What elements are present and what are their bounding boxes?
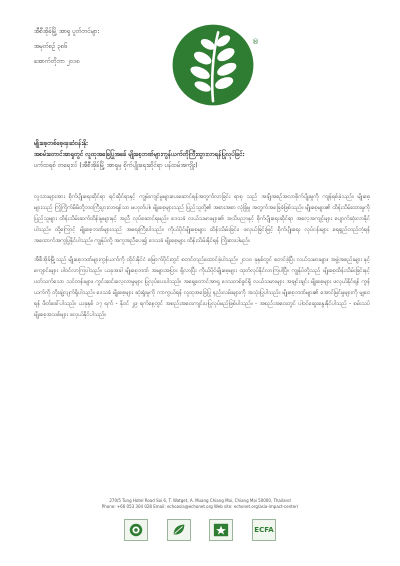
author-line: ပက်ထရစ် တရေးလ် (အီစီအိုခ်မြို့ အာရှမှ စိုက်ပျိုးရေးဆိုင်ရာ ပန်ထမ်အကျိုး) (34, 162, 198, 169)
subject-title: အစမ်းတောင်အာရှတွင် လူထုအခြေပြုအခ်ေ မျိုးစေ့ဘဏ်များကွန်ယက်တိုကြီးထွားလာရန်ပြုလုပ်ခြင်း (34, 151, 245, 158)
sender-reference: အမှတ်စဉ် ၃၈၆ (34, 43, 68, 50)
letter-date: အောက်တိုဘာ ၂၀၁၈ (34, 58, 80, 65)
subject-heading: မျိုးစေ့တစ်စေ့ၾဆံဝန်းနိုး (34, 140, 88, 147)
subject-block (34, 140, 374, 173)
ecfa-certification-icon (252, 519, 276, 541)
registered-mark: ® (252, 38, 259, 46)
ecfa-label: ECFA (254, 526, 274, 534)
sender-block (34, 28, 174, 73)
body-paragraph: အီစီအိုခ်မြို့သည် မျိုးစေ့ဘဏ်များကွန်ယက်ကို ထိုင်းနိုင်ငံ မြောက်ပိုင်းတွင် စတင်တည်ထောင်ခဲ့ပါသည်။ ၂၀၁၀ ခုနှစ်တွင် စတင်ခဲ့ပြီး လယ်သမားများ၊ အဖွဲ့အစည်းများ နှင့် ကျောင်းများ ပါဝင်လာကြပါသည်။ ယခုအခါ မျိုးစေ့ဘဏ် အများအပြား ရှိလာပြီး ကိုယ်ပိုင်မျိုးစေ့များ ထုတ်လုပ်နိုင်လာကြပါပြီ။ ကျွန်ုပ်တို့သည် မျိုးစေ့ထိန်းသိမ်းခြင်းနှင့် ပတ်သက်သော သင်တန်းများ၊ ကွင်းဆင်းလေ့လာမှုများ ပြုလုပ်ပေးပါသည်။ အရှေ့တောင်အာရှ ဒေသတစ်ခွင်ရှိ လယ်သမားများ အချင်းချင်း မျိုးစေ့များ ဖလှယ်နိုင်ရန် ကွန်ယက်ကို တိုးချဲ့လျက်ရှိပါသည်။ ဒေသခံ မျိုးစေ့များ ဆုံးရှုံးမှုကို ကာကွယ်ရန် လူထုအခြေပြု နည်းလမ်းများကို အသုံးပြုပါသည်။ မျိုးစေ့ဘဏ်များ၏ အောင်မြင်မှုများကို မျှဝေရန် ဖိတ်ခေါ်ပါသည်။ ယခုနှစ် ၁၇ ရက် - နိုဝင် ၂၉ ရက်နေ့တွင် အစည်းအဝေးကျင်းပပြုလုပ်မည်ဖြစ်ပါသည်။ - အစည်းအဝေးတွင် ပါဝင်ဆွေးနွေးနိုင်ပါသည် - စမ်းသပ်မျိုးစေ့အသစ်များ ဖလှယ်နိုင်ပါသည်။ (34, 257, 370, 318)
star-rating-award-icon (209, 519, 233, 541)
leaf-emblem-icon (167, 519, 191, 541)
green-organization-seal-icon (124, 519, 148, 541)
footer-contact: Phone: +66 053 304 028 Email: echoasia@echonet.org Web site: echonet.org/asia-impact-center/ (101, 504, 299, 509)
letter-body (34, 192, 370, 329)
certification-badges (124, 519, 276, 541)
leaf-branch-logo-icon (170, 22, 256, 108)
footer-address: 270/5 Tung Hotel Road Soi 6, T. Watget, A. Muang Chiang Mai, Chiang Mai 50000, Thailand (109, 498, 291, 503)
letter-footer (0, 498, 400, 510)
sender-organization: အီစီအိုခ်မြို့ အာရှ ပူတ်တင်များ (34, 28, 100, 35)
body-paragraph: လူသားများအား စိုက်ပျိုးရေးဆိုင်ရာ ရင်ဆိုင်ရာနှင့် ကျွမ်းကျင်မှုများပေးဆောင်ရန်အတွက်လာခြင်း ရာစု သည် အချိုအစဉ်အလာစိုက်ပျိုးမှုကို ကျန်ရစ်ခဲ့သည်။ မျိုးစေ့များသည် ကြုံကြိုက်မိမိတို့ဘ၀ကြီးပွားလာရန်သာ မဟုတ်ပါ။ မျိုးစေ့များသည် ပြည်သူတို့၏ အစားအစာ လုံခြုံမှု အတွက်အခြေခံဖြစ်သည်။ မျိုးစေ့များ၏ ထိန်းသိမ်းထားမှုကို ပြည်သူများ ထိန်းသိမ်းဆက်ထိန်းမှုများနှင့် အညီ လုပ်ဆောင်ရမည်။ ဒေသခံ လယ်သမားများ၏ အသိပညာနှင့် စိုက်ပျိုးရေးဆိုင်ရာ အလေ့အကျင့်များ ပျောက်ဆုံးလာနိုင်ပါသည်။ ထို့ကြောင့် မျိုးစေ့ဘဏ်များသည် အရေးကြီးပါသည်။ ကိုယ်ပိုင်မျိုးစေ့များ ထိန်းသိမ်းခြင်း၊ ဖလှယ်ခြင်းဖြင့် စိုက်ပျိုးရေး လုပ်ငန်းများ ရေရှည်တည်တံ့ရန် အထောက်အကူပြုနိုင်ပါသည်။ ကျွန်ုပ်တို့ အကူအညီပေး၍ ဒေသခံ မျိုးစေ့များ ထိန်းသိမ်းနိုင်ရန် ကြိုးစားပါမည်။ (34, 194, 370, 244)
